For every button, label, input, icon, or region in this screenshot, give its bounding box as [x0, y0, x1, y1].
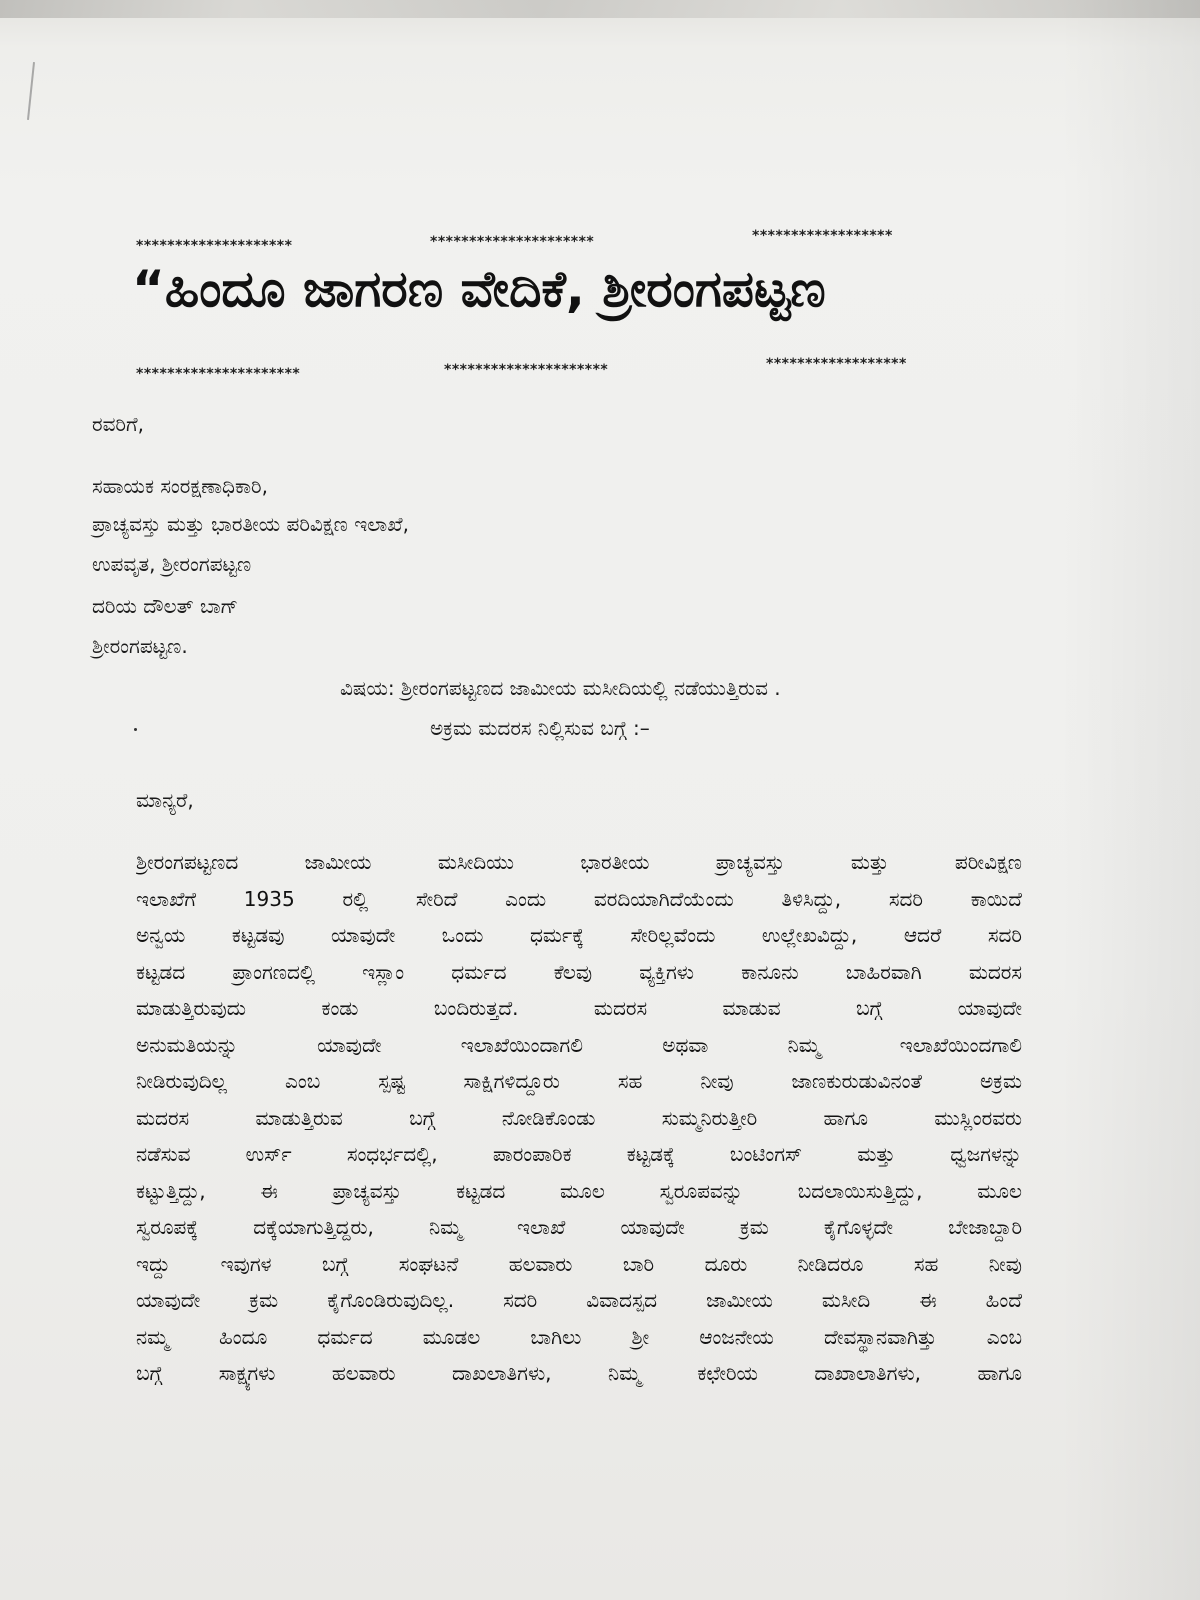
body-line: ನೀಡಿರುವುದಿಲ್ಲ ಎಂಬ ಸ್ಪಷ್ಟ ಸಾಕ್ಷಿಗಳಿದ್ದೂರು ಸಹ ನೀವು ಜಾಣಕುರುಡುವಿನಂತೆ ಅಕ್ರಮ — [136, 1069, 1022, 1093]
body-line: ಕಟ್ಟಡದ ಪ್ರಾಂಗಣದಲ್ಲಿ ಇಸ್ಲಾಂ ಧರ್ಮದ ಕೆಲವು ವ್ಯಕ್ತಿಗಳು ಕಾನೂನು ಬಾಹಿರವಾಗಿ ಮದರಸ — [136, 959, 1022, 984]
subject-line: ಅಕ್ರಮ ಮದರಸ ನಿಲ್ಲಿಸುವ ಬಗ್ಗೆ :– — [430, 716, 650, 740]
body-line: ಬಗ್ಗೆ ಸಾಕ್ಷ್ಯಗಳು ಹಲವಾರು ದಾಖಲಾತಿಗಳು, ನಿಮ್ಮ ಕಛೇರಿಯ ದಾಖಾಲಾತಿಗಳು, ಹಾಗೂ — [136, 1361, 1022, 1385]
greeting: ಮಾನ್ಯರೆ, — [136, 788, 194, 812]
body-line: ಯಾವುದೇ ಕ್ರಮ ಕೈಗೊಂಡಿರುವುದಿಲ್ಲ. ಸದರಿ ವಿವಾದಸ್ಪದ ಜಾಮೀಯ ಮಸೀದಿ ಈ ಹಿಂದೆ — [136, 1288, 1022, 1312]
stars-top-3: ****************** — [752, 228, 893, 244]
pen-margin-mark — [27, 62, 35, 120]
letter-body — [136, 844, 1022, 1392]
body-line: ಕಟ್ಟುತ್ತಿದ್ದು, ಈ ಪ್ರಾಚ್ಯವಸ್ತು ಕಟ್ಟಡದ ಮೂಲ ಸ್ವರೂಪವನ್ನು ಬದಲಾಯಿಸುತ್ತಿದ್ದು, ಮೂಲ — [136, 1178, 1022, 1203]
address-line: ಸಹಾಯಕ ಸಂರಕ್ಷಣಾಧಿಕಾರಿ, — [92, 474, 268, 498]
body-line: ಮದರಸ ಮಾಡುತ್ತಿರುವ ಬಗ್ಗೆ ನೋಡಿಕೊಂಡು ಸುಮ್ಮನಿರುತ್ತೀರಿ ಹಾಗೂ ಮುಸ್ಲಿಂರವರು — [136, 1105, 1022, 1130]
stray-dot — [134, 728, 137, 731]
letterhead-title: “ಹಿಂದೂ ಜಾಗರಣ ವೇದಿಕೆ, ಶ್ರೀರಂಗಪಟ್ಟಣ — [132, 260, 826, 318]
salutation-to: ರವರಿಗೆ, — [92, 412, 144, 436]
body-line: ಸ್ವರೂಪಕ್ಕೆ ದಕ್ಕೆಯಾಗುತ್ತಿದ್ದರು, ನಿಮ್ಮ ಇಲಾಖೆ ಯಾವುದೇ ಕ್ರಮ ಕೈಗೊಳ್ಳದೇ ಬೇಜಾಬ್ದಾರಿ — [136, 1215, 1022, 1239]
body-line: ನಮ್ಮ ಹಿಂದೂ ಧರ್ಮದ ಮೂಡಲ ಬಾಗಿಲು ಶ್ರೀ ಆಂಜನೇಯ ದೇವಸ್ಥಾನವಾಗಿತ್ತು ಎಂಬ — [136, 1324, 1022, 1349]
subject-line: ವಿಷಯ: ಶ್ರೀರಂಗಪಟ್ಟಣದ ಜಾಮೀಯ ಮಸೀದಿಯಲ್ಲಿ ನಡೆಯುತ್ತಿರುವ . — [340, 676, 781, 700]
address-line: ಪ್ರಾಚ್ಯವಸ್ತು ಮತ್ತು ಭಾರತೀಯ ಪರಿವಿಕ್ಷಣ ಇಲಾಖೆ, — [92, 512, 409, 536]
page-shadow — [1060, 0, 1200, 1600]
body-line: ಅನ್ವಯ ಕಟ್ಟಡವು ಯಾವುದೇ ಒಂದು ಧರ್ಮಕ್ಕೆ ಸೇರಿಲ್ಲವೆಂದು ಉಲ್ಲೇಖವಿದ್ದು, ಆದರೆ ಸದರಿ — [136, 923, 1022, 947]
stars-bottom-2: ********************* — [444, 362, 609, 378]
stars-top-2: ********************* — [430, 234, 595, 250]
body-line: ಅನುಮತಿಯನ್ನು ಯಾವುದೇ ಇಲಾಖೆಯಿಂದಾಗಲಿ ಅಥವಾ ನಿಮ್ಮ ಇಲಾಖೆಯಿಂದಗಾಲಿ — [136, 1032, 1022, 1057]
address-line: ದರಿಯ ದೌಲತ್ ಬಾಗ್ — [92, 594, 239, 618]
body-line: ಮಾಡುತ್ತಿರುವುದು ಕಂಡು ಬಂದಿರುತ್ತದೆ. ಮದರಸ ಮಾಡುವ ಬಗ್ಗೆ ಯಾವುದೇ — [136, 996, 1022, 1020]
body-line: ಇದ್ದು ಇವುಗಳ ಬಗ್ಗೆ ಸಂಘಟನೆ ಹಲವಾರು ಬಾರಿ ದೂರು ನೀಡಿದರೂ ಸಹ ನೀವು — [136, 1251, 1022, 1276]
address-line: ಉಪವೃತ, ಶ್ರೀರಂಗಪಟ್ಟಣ — [92, 552, 252, 576]
stars-bottom-1: ********************* — [136, 366, 301, 382]
body-line: ಇಲಾಖೆಗೆ 1935 ರಲ್ಲಿ ಸೇರಿದೆ ಎಂದು ವರದಿಯಾಗಿದೆಯೆಂದು ತಿಳಿಸಿದ್ದು, ಸದರಿ ಕಾಯಿದೆ — [136, 886, 1022, 911]
stars-top-1: ******************** — [136, 238, 293, 254]
stars-bottom-3: ****************** — [766, 356, 907, 372]
plastic-cover-edge — [0, 0, 1200, 18]
address-line: ಶ್ರೀರಂಗಪಟ್ಟಣ. — [92, 634, 188, 658]
body-line: ಶ್ರೀರಂಗಪಟ್ಟಣದ ಜಾಮೀಯ ಮಸೀದಿಯು ಭಾರತೀಯ ಪ್ರಾಚ್ಯವಸ್ತು ಮತ್ತು ಪರೀವಿಕ್ಷಣ — [136, 850, 1022, 874]
body-line: ನಡೆಸುವ ಉರ್ಸ್ ಸಂಧರ್ಭದಲ್ಲಿ, ಪಾರಂಪಾರಿಕ ಕಟ್ಟಡಕ್ಕೆ ಬಂಟಿಂಗಸ್ ಮತ್ತು ಧ್ವಜಗಳನ್ನು — [136, 1142, 1022, 1166]
